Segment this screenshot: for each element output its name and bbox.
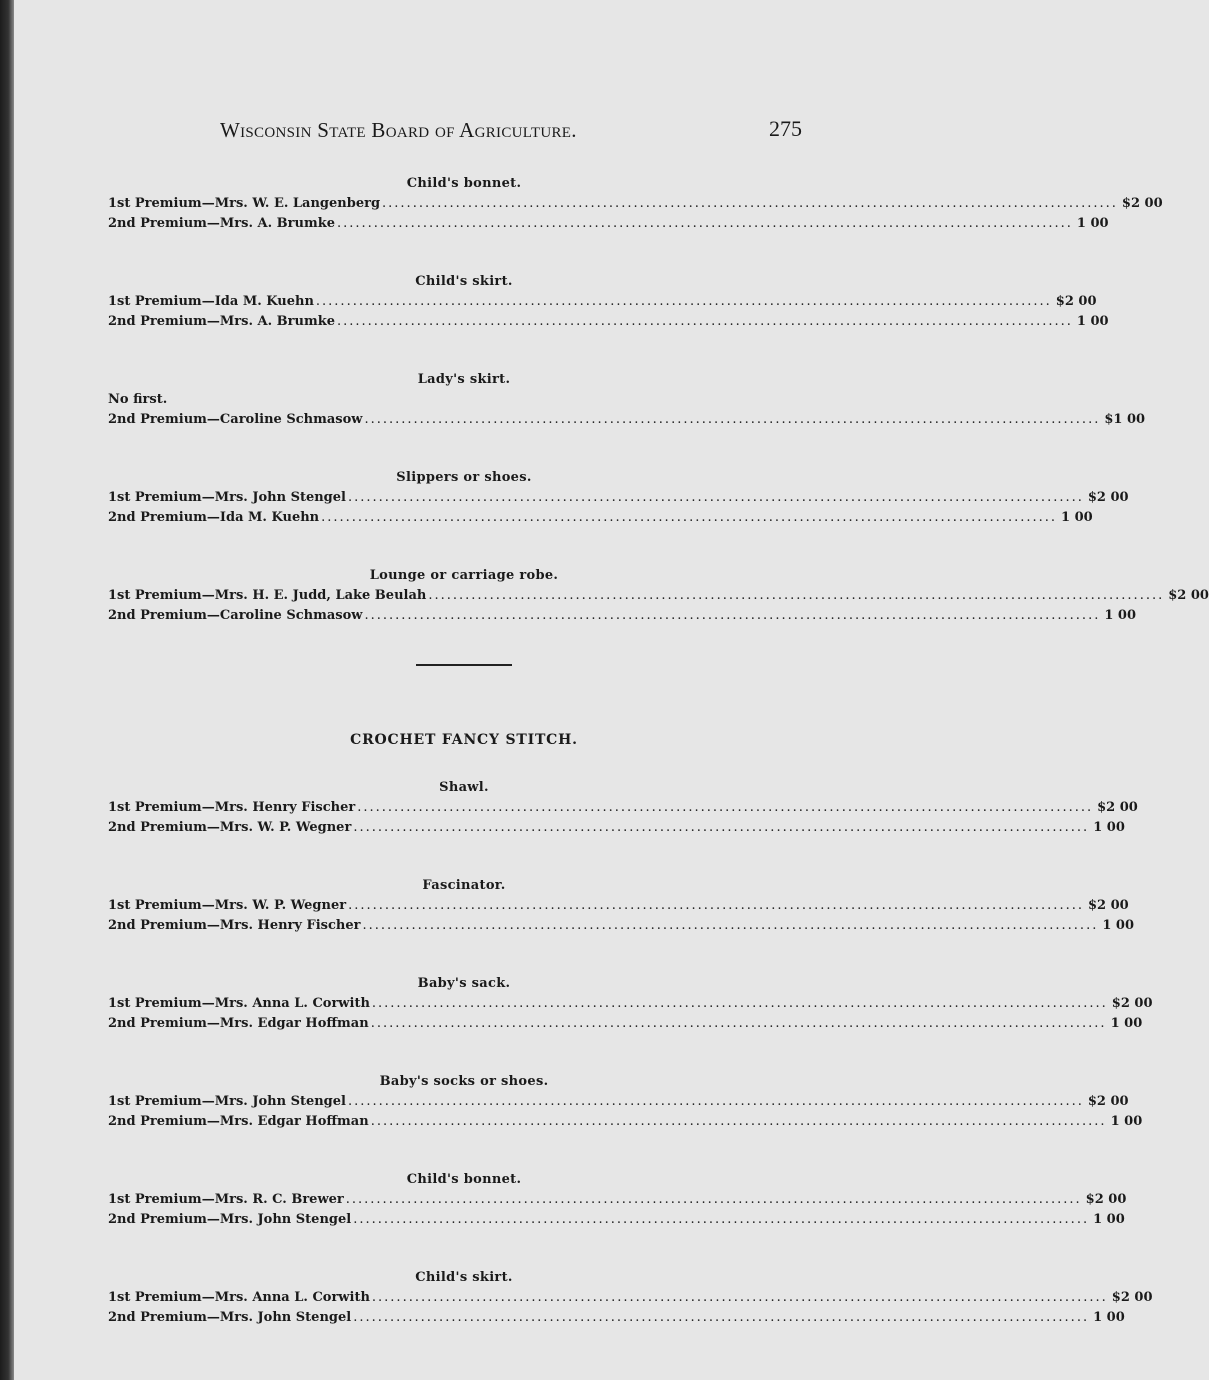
premium-section xyxy=(108,1072,1143,1132)
premium-entry xyxy=(108,1014,1143,1034)
dot-leader: ........................................................................................................................ xyxy=(345,1192,1082,1207)
premium-entry xyxy=(108,194,1163,214)
premium-place: 1st Premium— xyxy=(108,490,215,505)
dot-leader: ........................................................................................................................ xyxy=(315,294,1052,309)
premium-place: 1st Premium— xyxy=(108,1192,215,1207)
premium-section xyxy=(108,566,1209,626)
document-page xyxy=(108,116,1209,1366)
category-title: CROCHET FANCY STITCH. xyxy=(350,732,578,748)
section-title: Baby's socks or shoes. xyxy=(379,1074,549,1089)
winner-name: Mrs. Edgar Hoffman xyxy=(219,1016,369,1031)
winner-name: Ida M. Kuehn xyxy=(214,294,314,309)
winner-name: Caroline Schmasow xyxy=(219,412,363,427)
premium-place: 1st Premium— xyxy=(108,294,215,309)
premium-entry xyxy=(108,798,1138,818)
premium-entry xyxy=(108,1190,1127,1210)
premium-entry xyxy=(108,1112,1143,1132)
premium-entry xyxy=(108,1308,1125,1328)
dot-leader: ........................................................................................................................ xyxy=(357,800,1094,815)
dot-leader: ........................................................................................................................ xyxy=(347,1094,1084,1109)
premium-entry xyxy=(108,994,1153,1014)
dot-leader: ........................................................................................................................ xyxy=(371,996,1108,1011)
running-header xyxy=(108,118,820,152)
winner-name: Mrs. John Stengel xyxy=(214,490,346,505)
section-title: Child's bonnet. xyxy=(406,1172,522,1187)
prize-amount: 1 00 xyxy=(1093,820,1125,835)
section-title: Child's skirt. xyxy=(415,274,513,289)
prize-amount: $1 00 xyxy=(1104,412,1146,427)
premium-section xyxy=(108,1170,1127,1230)
prize-amount: 1 00 xyxy=(1110,1114,1143,1129)
dot-leader: ........................................................................................................................ xyxy=(382,196,1118,211)
winner-name: Mrs. A. Brumke xyxy=(219,314,335,329)
winner-name: Mrs. Henry Fischer xyxy=(214,800,356,815)
premium-section xyxy=(108,1268,1153,1328)
winner-name: Mrs. John Stengel xyxy=(219,1310,352,1325)
premium-entry xyxy=(108,1092,1129,1112)
prize-amount: $2 00 xyxy=(1087,898,1129,913)
prize-amount: $2 00 xyxy=(1087,490,1129,505)
dot-leader: ........................................................................................................................ xyxy=(364,608,1101,623)
section-title: Child's bonnet. xyxy=(406,176,522,191)
prize-amount: $2 00 xyxy=(1097,800,1138,815)
prize-amount: $2 00 xyxy=(1121,196,1163,211)
section-title: Lady's skirt. xyxy=(417,372,511,387)
section-title: Child's skirt. xyxy=(415,1270,513,1285)
premium-place: 2nd Premium— xyxy=(108,1310,220,1325)
embroidery-sections xyxy=(108,174,1209,626)
premium-entry xyxy=(108,1210,1125,1230)
section-divider xyxy=(416,664,512,666)
premium-place: 2nd Premium— xyxy=(108,412,220,427)
winner-name: Mrs. Edgar Hoffman xyxy=(219,1114,369,1129)
premium-entry xyxy=(108,606,1137,626)
premium-section xyxy=(108,370,1146,430)
section-title: Lounge or carriage robe. xyxy=(369,568,559,583)
page-number: 275 xyxy=(769,116,802,141)
winner-name: Mrs. John Stengel xyxy=(214,1094,346,1109)
premium-entry xyxy=(108,1288,1153,1308)
prize-amount: $2 00 xyxy=(1168,588,1209,603)
winner-name: Mrs. Henry Fischer xyxy=(219,918,361,933)
premium-place: 1st Premium— xyxy=(108,1094,215,1109)
prize-amount: 1 00 xyxy=(1110,1016,1143,1031)
crochet-sections xyxy=(108,778,1153,1328)
prize-amount: $2 00 xyxy=(1087,1094,1129,1109)
premium-entry xyxy=(108,896,1129,916)
premium-place: 2nd Premium— xyxy=(108,918,220,933)
premium-place: 1st Premium— xyxy=(108,1290,215,1305)
prize-amount: 1 00 xyxy=(1102,918,1135,933)
winner-name: Mrs. Anna L. Corwith xyxy=(214,1290,370,1305)
premium-place: 2nd Premium— xyxy=(108,314,220,329)
premium-entry xyxy=(108,214,1109,234)
premium-entry xyxy=(108,410,1146,430)
premium-section xyxy=(108,468,1129,528)
winner-name: Mrs. W. P. Wegner xyxy=(219,820,352,835)
winner-name: Mrs. R. C. Brewer xyxy=(214,1192,344,1207)
prize-amount: 1 00 xyxy=(1093,1310,1125,1325)
winner-name: Mrs. John Stengel xyxy=(219,1212,352,1227)
premium-section xyxy=(108,876,1135,936)
prize-amount: 1 00 xyxy=(1061,510,1093,525)
dot-leader: ........................................................................................................................ xyxy=(321,510,1058,525)
section-title: Fascinator. xyxy=(422,878,506,893)
premium-place: 1st Premium— xyxy=(108,898,215,913)
section-note: No first. xyxy=(108,392,168,407)
dot-leader: ........................................................................................................................ xyxy=(364,412,1101,427)
dot-leader: ........................................................................................................................ xyxy=(348,898,1084,913)
prize-amount: 1 00 xyxy=(1076,216,1109,231)
dot-leader: ........................................................................................................................ xyxy=(353,1212,1090,1227)
prize-amount: 1 00 xyxy=(1093,1212,1125,1227)
premium-section xyxy=(108,174,1163,234)
dot-leader: ........................................................................................................................ xyxy=(337,314,1073,329)
premium-place: 2nd Premium— xyxy=(108,216,220,231)
dot-leader: ........................................................................................................................ xyxy=(353,820,1090,835)
premium-entry xyxy=(108,488,1129,508)
premium-place: 2nd Premium— xyxy=(108,1016,220,1031)
winner-name: Mrs. A. Brumke xyxy=(219,216,335,231)
section-title: Baby's sack. xyxy=(417,976,511,991)
premium-section xyxy=(108,272,1109,332)
premium-place: 2nd Premium— xyxy=(108,820,220,835)
dot-leader: ........................................................................................................................ xyxy=(347,490,1084,505)
premium-entry xyxy=(108,586,1209,606)
section-title: Shawl. xyxy=(439,780,489,795)
premium-place: 2nd Premium— xyxy=(108,1212,220,1227)
premium-section xyxy=(108,974,1153,1034)
premium-entry xyxy=(108,312,1109,332)
premium-place: 2nd Premium— xyxy=(108,608,220,623)
dot-leader: ........................................................................................................................ xyxy=(353,1310,1090,1325)
prize-amount: 1 00 xyxy=(1076,314,1109,329)
premium-entry xyxy=(108,292,1097,312)
winner-name: Ida M. Kuehn xyxy=(219,510,320,525)
winner-name: Mrs. W. E. Langenberg xyxy=(214,196,381,211)
prize-amount: 1 00 xyxy=(1104,608,1137,623)
premium-entry xyxy=(108,508,1093,528)
dot-leader: ........................................................................................................................ xyxy=(428,588,1165,603)
prize-amount: $2 00 xyxy=(1111,996,1153,1011)
winner-name: Mrs. Anna L. Corwith xyxy=(214,996,370,1011)
premium-place: 1st Premium— xyxy=(108,800,215,815)
premium-entry xyxy=(108,818,1125,838)
page-binding-edge xyxy=(0,0,14,1380)
premium-place: 1st Premium— xyxy=(108,996,215,1011)
premium-place: 2nd Premium— xyxy=(108,510,220,525)
winner-name: Mrs. W. P. Wegner xyxy=(214,898,347,913)
premium-section xyxy=(108,778,1138,838)
premium-entry xyxy=(108,916,1135,936)
prize-amount: $2 00 xyxy=(1085,1192,1127,1207)
premium-place: 1st Premium— xyxy=(108,588,215,603)
dot-leader: ........................................................................................................................ xyxy=(371,1290,1108,1305)
dot-leader: ........................................................................................................................ xyxy=(370,1114,1107,1129)
winner-name: Caroline Schmasow xyxy=(219,608,363,623)
running-title: Wisconsin State Board of Agriculture. xyxy=(220,118,577,142)
prize-amount: $2 00 xyxy=(1055,294,1097,309)
dot-leader: ........................................................................................................................ xyxy=(362,918,1099,933)
premium-place: 2nd Premium— xyxy=(108,1114,220,1129)
premium-place: 1st Premium— xyxy=(108,196,215,211)
dot-leader: ........................................................................................................................ xyxy=(370,1016,1107,1031)
dot-leader: ........................................................................................................................ xyxy=(337,216,1073,231)
prize-amount: $2 00 xyxy=(1111,1290,1153,1305)
winner-name: Mrs. H. E. Judd, Lake Beulah xyxy=(214,588,427,603)
section-title: Slippers or shoes. xyxy=(396,470,532,485)
